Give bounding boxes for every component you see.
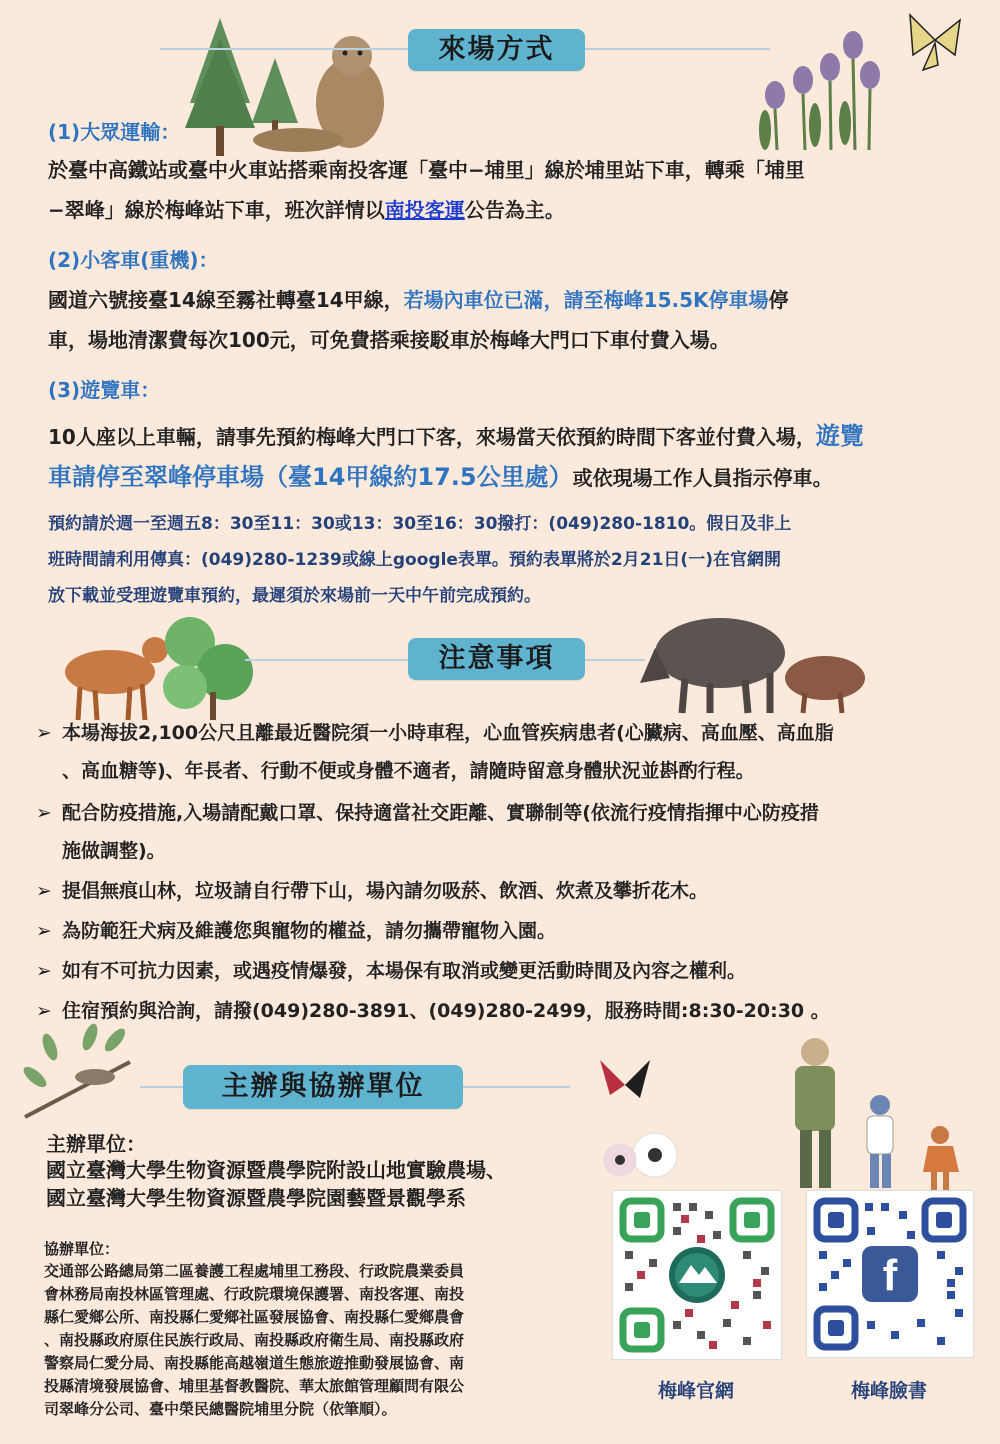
boar-icon — [640, 618, 785, 713]
anemone-icon — [604, 1133, 677, 1177]
boar-icon — [785, 656, 865, 713]
parking-highlight: 若場內車位已滿，請至梅峰15.5K停車場 — [403, 288, 769, 312]
car-text: 國道六號接臺14線至霧社轉臺14甲線，若場內車位已滿，請至梅峰15.5K停車場停 車，場地清潔費每次100元，可免費搭乘接駁車於梅峰大門口下車付費入場。 — [48, 288, 789, 352]
qr-code-icon — [613, 1191, 781, 1359]
section-title-notes: 注意事項 — [408, 638, 585, 680]
butterfly-icon — [910, 15, 960, 70]
bus-parking-highlight: 車請停至翠峰停車場（臺14甲線約17.5公里處） — [48, 463, 573, 491]
bird-branch-icon — [20, 1022, 140, 1122]
bullet-arrow-icon: ➢ — [36, 802, 52, 824]
bullet-arrow-icon: ➢ — [36, 880, 52, 902]
list-item: ➢ 為防範狂犬病及維護您與寵物的權益，請勿攜帶寵物入園。 — [36, 912, 966, 950]
deer-tree-illustration — [50, 612, 270, 722]
family-anemone-illustration — [595, 1030, 990, 1195]
tree-marten-illustration — [180, 8, 400, 158]
bullet-arrow-icon: ➢ — [36, 920, 52, 942]
list-item: ➢ 本場海拔2,100公尺且離最近醫院須一小時車程，心血管疾病患者(心臟病、高血壓、高血脂 、高血糖等)、年長者、行動不便或身體不適者，請隨時留意身體狀況並斟酌行程。 — [36, 714, 966, 790]
tree-icon — [163, 617, 253, 720]
organizer-label: 主辦單位： — [46, 1132, 146, 1156]
bullet-arrow-icon: ➢ — [36, 722, 52, 744]
organizer-list: 國立臺灣大學生物資源暨農學院附設山地實驗農場、 國立臺灣大學生物資源暨農學院園藝暨景觀學系 — [46, 1158, 506, 1210]
list-item: ➢ 提倡無痕山林，垃圾請自行帶下山，場內請勿吸菸、飲酒、炊煮及攀折花木。 — [36, 872, 966, 910]
nantou-bus-link[interactable]: 南投客運 — [384, 198, 465, 222]
section-title-transport: 來場方式 — [408, 29, 585, 71]
facebook-qr-code[interactable] — [806, 1190, 974, 1358]
family-icon — [795, 1038, 959, 1190]
co-organizer-label: 協辦單位： — [44, 1240, 120, 1258]
list-item: ➢ 如有不可抗力因素，或遇疫情爆發，本場保有取消或變更活動時間及內容之權利。 — [36, 952, 966, 990]
tulip-butterfly-illustration — [745, 5, 985, 155]
co-organizer-list: 交通部公路總局第二區養護工程處埔里工務段、行政院農業委員 會林務局南投林區管理處、行政院環境保護署、南投客運、南投 縣仁愛鄉公所、南投縣仁愛鄉社區發展協會、南投縣仁愛鄉農會 、南投縣政府原住民族行政局、南投縣政府衛生局、南投縣政府 警察局仁愛分局、南投縣能高越嶺道生態旅遊推動發展協會、南 投縣清境發展協會、埔里基督教醫院、華太旅館管理顧問有限公 司翠峰分公司、臺中榮民總醫院埔里分院（依筆順）。 — [44, 1262, 465, 1418]
section-title-organizers: 主辦與協辦單位 — [183, 1065, 463, 1109]
bullet-arrow-icon: ➢ — [36, 1000, 52, 1022]
official-site-qr-code[interactable] — [612, 1190, 782, 1360]
bus-reservation-text: 預約請於週一至週五8：30至11：30或13：30至16：30撥打：(049)280-1810。假日及非上 班時間請利用傳真：(049)280-1239或線上google表單。預約表單將於2月21日(一)在官網開 放下載並受理遊覽車預約，最遲須於來場前一天中午前完成預約。 — [48, 514, 792, 606]
list-item: ➢ 配合防疫措施,入場請配戴口罩、保持適當社交距離、實聯制等(依流行疫情指揮中心防疫措 施做調整)。 — [36, 794, 966, 870]
official-site-label[interactable]: 梅峰官網 — [657, 1380, 734, 1402]
bus-heading: (3)遊覽車： — [48, 378, 161, 402]
bullet-arrow-icon: ➢ — [36, 960, 52, 982]
mass-transit-text: 於臺中高鐵站或臺中火車站搭乘南投客運「臺中−埔里」線於埔里站下車，轉乘「埔里 −翠峰」線於梅峰站下車，班次詳情以南投客運公告為主。 — [48, 158, 805, 222]
boar-illustration — [640, 608, 890, 718]
butterfly-icon — [600, 1060, 650, 1098]
facebook-label[interactable]: 梅峰臉書 — [850, 1380, 927, 1402]
tree-icon — [185, 18, 255, 156]
tulip-icon — [765, 31, 880, 109]
deer-icon — [65, 637, 168, 720]
facebook-icon: f — [882, 1251, 898, 1300]
car-heading: (2)小客車(重機)： — [48, 248, 219, 272]
bus-text: 10人座以上車輛，請事先預約梅峰大門口下客，來場當天依預約時間下客並付費入場，遊覽 車請停至翠峰停車場（臺14甲線約17.5公里處）或依現場工作人員指示停車。 — [48, 422, 864, 491]
list-item: ➢ 住宿預約與洽詢，請撥(049)280-3891、(049)280-2499，服務時間:8:30-20:30 。 — [36, 992, 966, 1030]
mass-transit-heading: (1)大眾運輸： — [48, 120, 181, 144]
